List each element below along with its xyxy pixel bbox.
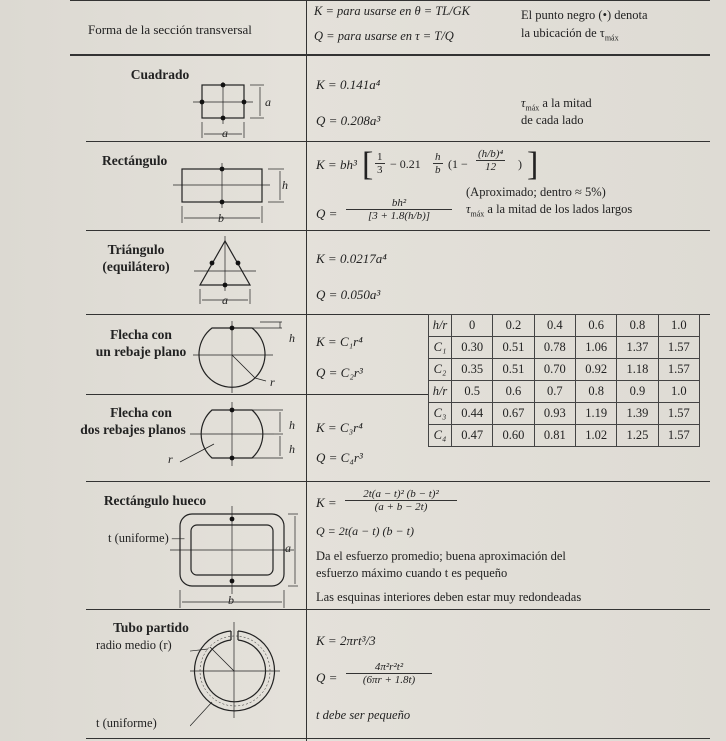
shaft2-dim-r: r — [168, 452, 173, 466]
coefficient-table-row — [429, 425, 700, 447]
coefficient-row-header: C₄ — [429, 425, 452, 447]
square-figure — [180, 82, 290, 142]
square-dim-a-horizontal: a — [222, 126, 228, 140]
triangle-q: Q = 0.050a³ — [316, 287, 381, 302]
triangle-figure — [190, 236, 270, 306]
coefficient-cell: 0.93 — [534, 403, 575, 425]
coefficient-cell: 0.30 — [452, 337, 493, 359]
coefficient-cell: 0.51 — [493, 359, 534, 381]
hollow-k-fraction: $\frac{\text{2t(a − t)² (b − t)²}}{(a + b - 2t)}$ — [345, 488, 457, 513]
coefficient-cell: 0.2 — [493, 315, 534, 337]
header-top-rule — [70, 0, 710, 1]
coefficient-table-row — [429, 381, 700, 403]
coefficient-cell: 0.78 — [534, 337, 575, 359]
shaft2-dim-h-lower: h — [289, 442, 295, 456]
coefficient-cell: 1.19 — [575, 403, 616, 425]
shaft1-dim-r: r — [270, 375, 275, 389]
coefficient-cell: 1.02 — [575, 425, 616, 447]
coefficient-cell: 1.57 — [658, 337, 699, 359]
coefficient-cell: 1.25 — [617, 425, 658, 447]
header-note-2: la ubicación de $\tau_{máx}$ — [521, 26, 619, 43]
header-q-line: Q = para usarse en τ = T/Q — [314, 29, 454, 43]
coefficient-cell: 1.18 — [617, 359, 658, 381]
coefficient-cell: 1.57 — [658, 425, 699, 447]
coefficient-cell: 0.5 — [452, 381, 493, 403]
tube-k: K = 2πrt³/3 — [316, 633, 376, 648]
rectangle-q-lead: Q = — [316, 206, 338, 221]
row-divider — [86, 394, 428, 395]
rectangle-k-bracket-close: ] — [527, 146, 539, 183]
rectangle-dim-b: b — [218, 211, 224, 225]
coefficient-table-row — [429, 337, 700, 359]
coefficient-cell: 0.92 — [575, 359, 616, 381]
rectangle-k-mid: − 0.21 — [390, 157, 421, 171]
square-note-1: $\tau_{máx}$ a la mitad — [521, 96, 592, 113]
coefficient-cell: 0.8 — [617, 315, 658, 337]
hollow-note-3: Las esquinas interiores deben estar muy redondeadas — [316, 590, 582, 604]
tube-note: t debe ser pequeño — [316, 708, 411, 722]
coefficient-table-row — [429, 315, 700, 337]
coefficient-cell: 0.6 — [493, 381, 534, 403]
coefficient-cell: 0.9 — [617, 381, 658, 403]
shaft1-k: K = C₁r⁴ — [316, 334, 363, 349]
square-k: K = 0.141a⁴ — [316, 77, 381, 92]
square-note-2: de cada lado — [521, 113, 584, 127]
coefficient-cell: 0.51 — [493, 337, 534, 359]
tube-q-fraction: $\frac{\text{4π²r²t²}}{(6\pi r + 1.8t)}$ — [346, 661, 432, 686]
rectangle-k-fraction-2: $\frac{h}{b}$ — [435, 151, 441, 177]
coefficient-row-header: h/r — [429, 315, 452, 337]
coefficient-cell: 1.57 — [658, 359, 699, 381]
row-divider — [86, 609, 710, 610]
shaft2-title-1: Flecha con — [110, 405, 172, 420]
coefficient-table — [428, 314, 700, 447]
rectangle-figure — [170, 163, 290, 225]
shaft1-figure — [188, 318, 298, 393]
rectangle-k-bracket-open: [ — [362, 146, 374, 183]
coefficient-cell: 1.06 — [575, 337, 616, 359]
header-col1: Forma de la sección transversal — [88, 22, 252, 37]
shaft2-title-2: dos rebajes planos — [80, 422, 186, 437]
shaft2-k: K = C₃r⁴ — [316, 420, 363, 435]
row-divider — [86, 141, 710, 142]
coefficient-cell: 0.70 — [534, 359, 575, 381]
coefficient-cell: 0.7 — [534, 381, 575, 403]
coefficient-cell: 0.8 — [575, 381, 616, 403]
coefficient-cell: 0.81 — [534, 425, 575, 447]
coefficient-row-header: h/r — [429, 381, 452, 403]
shaft1-title-2: un rebaje plano — [95, 344, 187, 359]
column-divider — [306, 0, 307, 741]
coefficient-cell: 0.4 — [534, 315, 575, 337]
triangle-title-1: Triángulo — [107, 242, 165, 257]
coefficient-cell: 1.0 — [658, 315, 699, 337]
coefficient-cell: 0.6 — [575, 315, 616, 337]
tube-t-label: t (uniforme) — [96, 716, 157, 730]
tube-figure — [190, 620, 290, 730]
hollow-dim-a: a — [285, 541, 291, 555]
square-title: Cuadrado — [130, 67, 190, 82]
hollow-dim-b: b — [228, 593, 234, 607]
tube-subtitle: radio medio (r) — [96, 638, 172, 652]
rectangle-k-fraction-3: $\frac{\text{(h/b)⁴}}{12}$ — [478, 148, 504, 174]
rectangle-k-lead: K = bh³ — [316, 157, 357, 172]
rectangle-note-2: $\tau_{máx}$ a la mitad de los lados largos — [466, 202, 633, 219]
shaft1-q: Q = C₂r³ — [316, 365, 363, 380]
rectangle-k-paren-close: ) — [518, 157, 522, 171]
hollow-note-1: Da el esfuerzo promedio; buena aproximación del — [316, 549, 566, 563]
rectangle-note-1: (Aproximado; dentro ≈ 5%) — [466, 185, 606, 199]
shaft1-title-1: Flecha con — [110, 327, 172, 342]
bottom-rule — [86, 738, 710, 739]
coefficient-cell: 0.67 — [493, 403, 534, 425]
hollow-title: Rectángulo hueco — [103, 493, 207, 508]
tube-q-lead: Q = — [316, 670, 338, 685]
coefficient-row-header: C₃ — [429, 403, 452, 425]
coefficient-cell: 0.44 — [452, 403, 493, 425]
coefficient-row-header: C₁ — [429, 337, 452, 359]
coefficient-cell: 0 — [452, 315, 493, 337]
hollow-k-lead: K = — [316, 495, 337, 510]
tube-title: Tubo partido — [113, 620, 189, 635]
coefficient-cell: 1.57 — [658, 403, 699, 425]
header-note-1: El punto negro (•) denota — [521, 8, 648, 22]
shaft2-figure — [168, 398, 293, 478]
coefficient-cell: 1.39 — [617, 403, 658, 425]
shaft1-dim-h: h — [289, 331, 295, 345]
rectangle-dim-h: h — [282, 178, 288, 192]
coefficient-cell: 0.60 — [493, 425, 534, 447]
square-dim-a-vertical: a — [265, 95, 271, 109]
triangle-k: K = 0.0217a⁴ — [316, 251, 387, 266]
shaft2-q: Q = C₄r³ — [316, 450, 363, 465]
hollow-t-label: t (uniforme) — — [108, 531, 185, 545]
rectangle-k-fraction-1: $\frac{1}{3}$ — [377, 151, 383, 177]
hollow-figure — [170, 504, 300, 608]
rectangle-k-paren-open: (1 − — [448, 157, 468, 171]
shaft2-dim-h-upper: h — [289, 418, 295, 432]
row-divider — [86, 230, 710, 231]
triangle-dim-a: a — [222, 293, 228, 307]
coefficient-cell: 1.37 — [617, 337, 658, 359]
row-divider — [86, 481, 710, 482]
square-q: Q = 0.208a³ — [316, 113, 381, 128]
coefficient-cell: 0.35 — [452, 359, 493, 381]
header-bottom-rule — [70, 54, 710, 56]
coefficient-cell: 1.0 — [658, 381, 699, 403]
rectangle-title: Rectángulo — [102, 153, 168, 168]
coefficient-table-row — [429, 359, 700, 381]
coefficient-table-row — [429, 403, 700, 425]
hollow-note-2: esfuerzo máximo cuando t es pequeño — [316, 566, 508, 580]
rectangle-q-fraction: $\frac{\text{bh²}}{[3 + 1.8(h/b)]}$ — [346, 197, 452, 222]
coefficient-cell: 0.47 — [452, 425, 493, 447]
header-k-line: K = para usarse en θ = TL/GK — [314, 4, 471, 18]
triangle-title-2: (equilátero) — [102, 259, 170, 274]
coefficient-row-header: C₂ — [429, 359, 452, 381]
hollow-q: Q = 2t(a − t) (b − t) — [316, 524, 414, 538]
